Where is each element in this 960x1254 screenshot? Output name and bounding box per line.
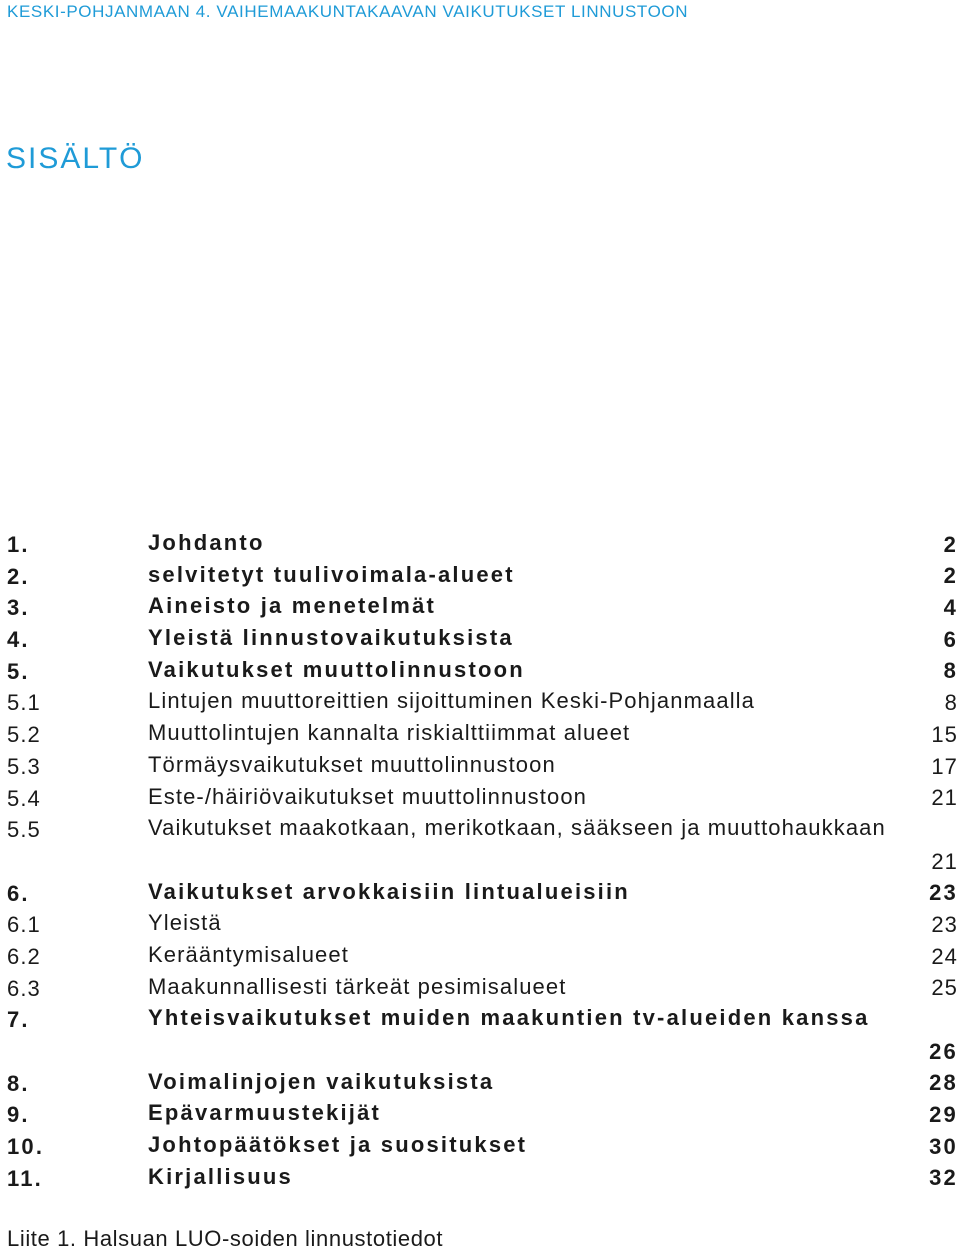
toc-entry-5-4[interactable]: [0, 784, 960, 816]
toc-number: 2.: [7, 563, 30, 589]
toc-entry-10[interactable]: [0, 1132, 960, 1164]
toc-entry-3[interactable]: [0, 593, 960, 625]
toc-entry-6-1[interactable]: [0, 910, 960, 942]
toc-number: 5.4: [7, 785, 41, 811]
toc-page: 15: [931, 721, 958, 747]
toc-number: 6.: [7, 880, 30, 906]
page-title: SISÄLTÖ: [6, 142, 145, 175]
toc-page: 6: [943, 626, 958, 652]
toc-number: 5.: [7, 658, 30, 684]
toc-text: Este-/häiriövaikutukset muuttolinnustoon: [148, 783, 587, 809]
table-of-contents: [0, 530, 960, 1195]
toc-number: 10.: [7, 1134, 45, 1160]
toc-page: 30: [929, 1133, 958, 1159]
toc-number: 6.2: [7, 943, 41, 969]
toc-text: Kirjallisuus: [148, 1163, 293, 1189]
toc-entry-5[interactable]: [0, 657, 960, 689]
toc-text: Muuttolintujen kannalta riskialttiimmat alueet: [148, 720, 631, 746]
toc-page: 4: [943, 595, 958, 621]
toc-number: 6.3: [7, 975, 41, 1001]
toc-number: 5.3: [7, 753, 41, 779]
toc-text: Maakunnallisesti tärkeät pesimisalueet: [148, 973, 567, 999]
toc-entry-2[interactable]: [0, 562, 960, 594]
toc-entry-5-5[interactable]: [0, 815, 960, 878]
toc-text: Vaikutukset muuttolinnustoon: [148, 656, 525, 682]
toc-page: 8: [944, 690, 958, 716]
toc-text: Johtopäätökset ja suositukset: [148, 1132, 528, 1158]
toc-number: 3.: [7, 595, 30, 621]
toc-number: 5.5: [7, 817, 41, 843]
toc-text: selvitetyt tuulivoimala-alueet: [148, 561, 515, 587]
toc-text: Kerääntymisalueet: [148, 941, 349, 967]
toc-text: Yhteisvaikutukset muiden maakuntien tv-alueiden kanssa: [148, 1005, 870, 1031]
toc-page: 21: [931, 785, 958, 811]
toc-entry-11[interactable]: [0, 1164, 960, 1196]
toc-page: 26: [929, 1038, 958, 1064]
toc-number: 5.1: [7, 690, 41, 716]
toc-text: Aineisto ja menetelmät: [148, 593, 437, 619]
toc-number: 6.1: [7, 912, 41, 938]
toc-page: 23: [931, 911, 958, 937]
toc-page: 17: [931, 753, 958, 779]
toc-page: 24: [931, 943, 958, 969]
toc-entry-5-2[interactable]: [0, 720, 960, 752]
toc-page: 2: [943, 531, 958, 557]
running-header: KESKI-POHJANMAAN 4. VAIHEMAAKUNTAKAAVAN VAIKUTUKSET LINNUSTOON: [7, 2, 689, 21]
toc-page: 23: [929, 880, 958, 906]
toc-text: Yleistä: [148, 910, 222, 936]
toc-page: 32: [929, 1165, 958, 1191]
toc-number: 9.: [7, 1102, 30, 1128]
toc-entry-9[interactable]: [0, 1100, 960, 1132]
toc-entry-6[interactable]: [0, 879, 960, 911]
toc-entry-7[interactable]: [0, 1005, 960, 1068]
toc-text: Yleistä linnustovaikutuksista: [148, 625, 514, 651]
toc-text: Vaikutukset arvokkaisiin lintualueisiin: [148, 878, 630, 904]
toc-text: Törmäysvaikutukset muuttolinnustoon: [148, 751, 556, 777]
toc-entry-6-2[interactable]: [0, 942, 960, 974]
toc-entry-5-3[interactable]: [0, 752, 960, 784]
toc-number: 4.: [7, 627, 30, 653]
toc-page: 29: [929, 1102, 958, 1128]
toc-number: 8.: [7, 1070, 30, 1096]
toc-text: Johdanto: [148, 530, 265, 555]
toc-number: 1.: [7, 532, 30, 557]
toc-entry-4[interactable]: [0, 625, 960, 657]
toc-page: 21: [931, 848, 958, 874]
toc-text: Voimalinjojen vaikutuksista: [148, 1068, 495, 1094]
toc-entry-1[interactable]: [0, 530, 960, 562]
toc-entry-5-1[interactable]: [0, 688, 960, 720]
toc-number: 11.: [7, 1165, 43, 1191]
toc-entry-6-3[interactable]: [0, 974, 960, 1006]
toc-text: Epävarmuustekijät: [148, 1100, 382, 1126]
toc-text: Lintujen muuttoreittien sijoittuminen Keski-Pohjanmaalla: [148, 688, 756, 714]
toc-page: 25: [931, 975, 958, 1001]
appendix-line[interactable]: Liite 1. Halsuan LUO-soiden linnustotiedot: [7, 1226, 444, 1251]
toc-page: 8: [943, 658, 958, 684]
toc-entry-8[interactable]: [0, 1069, 960, 1101]
toc-page: 2: [943, 563, 958, 589]
toc-text: Vaikutukset maakotkaan, merikotkaan, sääkseen ja muuttohaukkaan: [148, 815, 886, 841]
toc-page: 28: [929, 1070, 958, 1096]
toc-number: 7.: [7, 1007, 30, 1033]
toc-number: 5.2: [7, 722, 41, 748]
